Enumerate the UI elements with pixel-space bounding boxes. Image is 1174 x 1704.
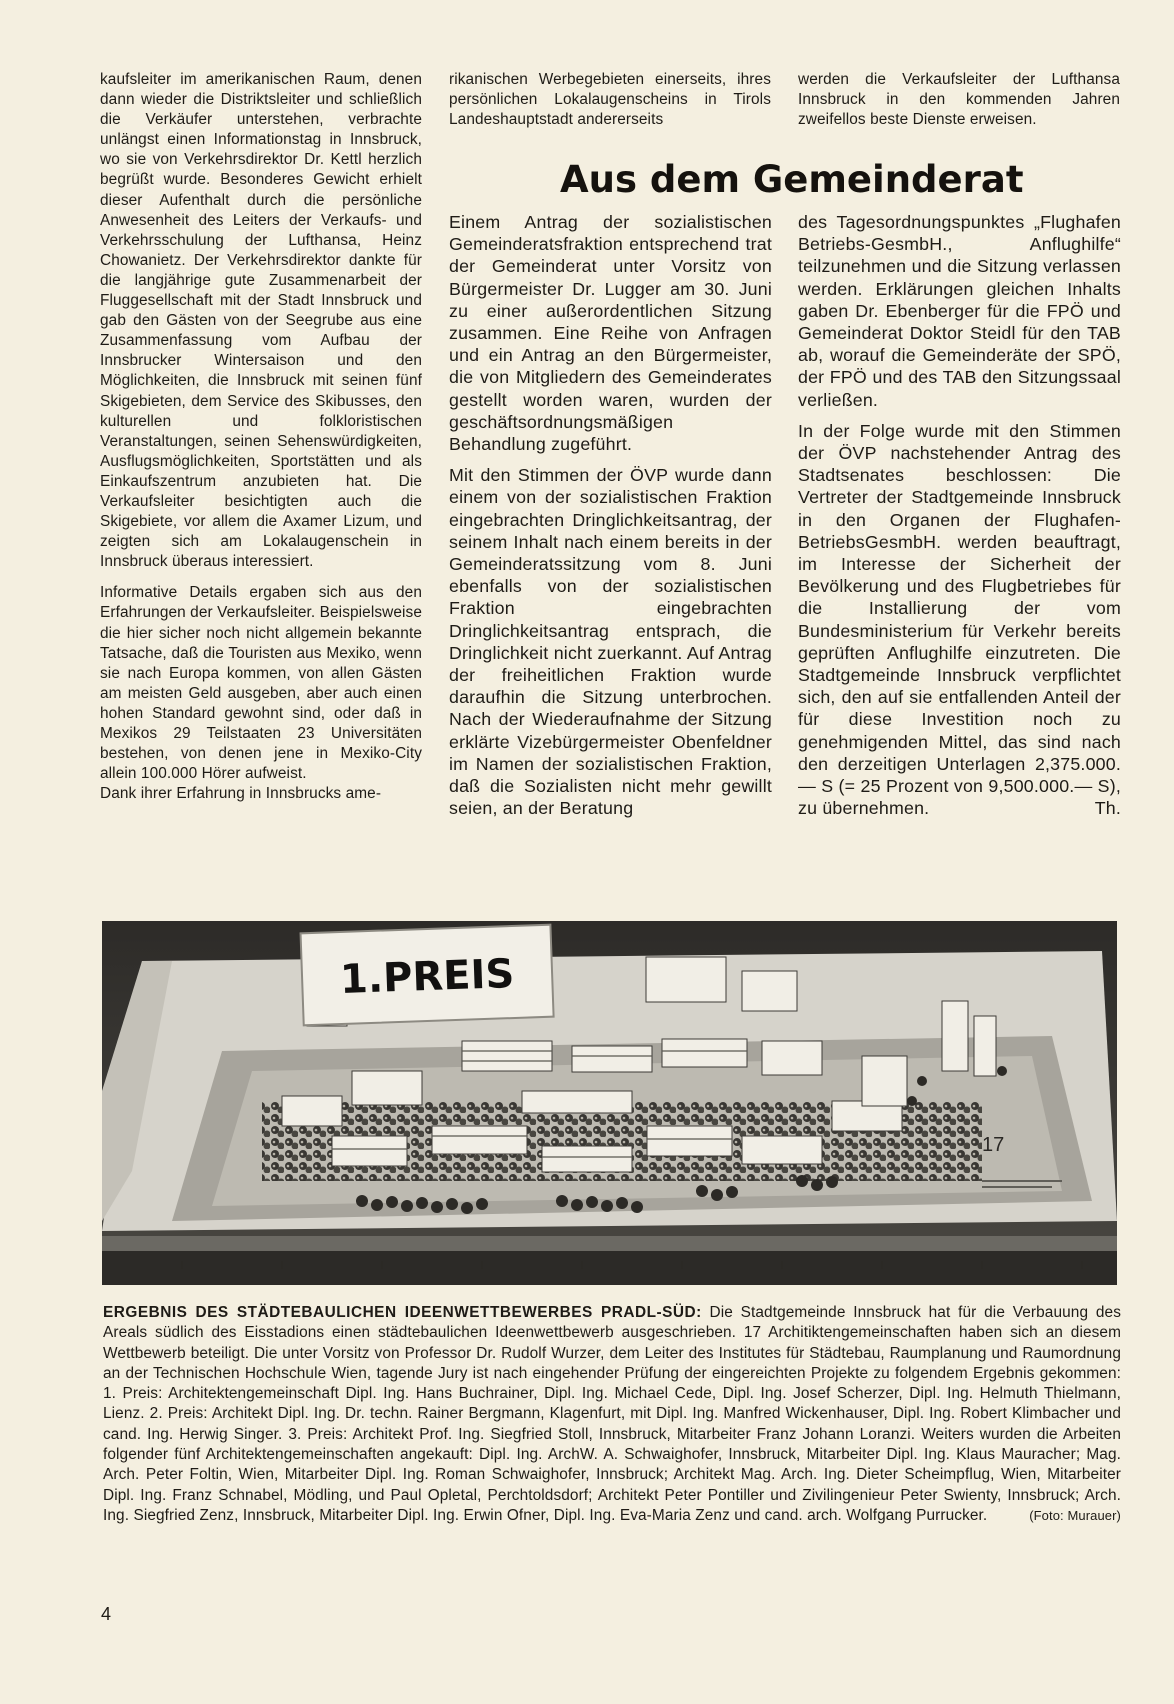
- article-paragraph-1: Einem Antrag der sozialistischen Gemeinderatsfraktion entsprechend trat der Gemeinderat unter Vorsitz von Bürgermeister Dr. Lugger am 30. Juni zu einer außerordentlichen Sitzung zusammen. Eine Reihe von Anfragen und ein Antrag an den Bürgermeister, die von Mitgliedern des Gemeinderates gestellt worden waren, wurden der geschäftsordnungsmäßigen Behandlung zugeführt.: [449, 212, 772, 455]
- middle-column-continuation: [449, 70, 771, 130]
- article-paragraph-3: des Tagesordnungspunktes „Flughafen Betriebs-GesmbH., Anflughilfe“ teilzunehmen und die Sitzung verlassen werden. Erklärungen gleichen Inhalts gaben Dr. Ebenberger für die FPÖ und Gemeinderat Doktor Steidl für den TAB ab, worauf die Gemeinderäte der SPÖ, der FPÖ und des TAB den Sitzungssaal verließen.: [798, 212, 1121, 410]
- first-prize-sign-text: 1.PREIS: [339, 950, 515, 1004]
- article-column-1: [449, 211, 772, 828]
- photo-caption: [103, 1303, 1121, 1526]
- article-paragraph-4-text: In der Folge wurde mit den Stimmen der ÖVP nachstehender Antrag des Stadtsenates beschlossen: Die Vertreter der Stadtgemeinde Innsbruck in den Organen der Flughafen-BetriebsGesmbH. werden beauftragt, im Interesse der Sicherheit der Bevölkerung und des Flugbetriebes für die Installierung der vom Bundesministerium für Verkehr bereits geprüften Anflughilfe einzutreten. Die Stadtgemeinde Innsbruck verpflichtet sich, den auf sie entfallenden Anteil der für diese Investition noch zu genehmigenden Mittel, das sind nach den derzeitigen Unterlagen 2,375.000.— S (= 25 Prozent von 9,500.000.— S), zu übernehmen.: [798, 420, 1121, 819]
- middle-continuation-text: rikanischen Werbegebieten einerseits, ihres persönlichen Lokalaugenscheins in Tirols Landeshauptstadt andererseits: [449, 71, 771, 129]
- model-number-label: 17: [982, 1134, 1005, 1156]
- left-column-text: [100, 70, 422, 804]
- caption-text: Die Stadtgemeinde Innsbruck hat für die Verbauung des Areals südlich des Eisstadions einen städtebaulichen Ideenwettbewerb ausgeschrieben. 17 Architiktengemeinschaften haben sich an diesem Wettbewerb beteiligt. Die unter Vorsitz von Professor Dr. Rudolf Wurzer, dem Leiter des Institutes für Städtebau, Raumplanung und Raumordnung an der Technischen Hochschule Wien, tagende Jury ist nach eingehender Prüfung der eingereichten Projekte zu folgendem Ergebnis gekommen: 1. Preis: Architektengemeinschaft Dipl. Ing. Hans Buchrainer, Dipl. Ing. Michael Cede, Dipl. Ing. Josef Scherzer, Dipl. Ing. Helmuth Thielmann, Lienz. 2. Preis: Architekt Dipl. Ing. Dr. techn. Rainer Bergmann, Klagenfurt, mit Dipl. Ing. Manfred Wickenhauser, Dipl. Ing. Robert Klimbacher und cand. Ing. Herwig Singer. 3. Preis: Architekt Prof. Ing. Siegfried Stoll, Innsbruck, Mitarbeiter Franz Johann Loranzi. Weiters wurden die Arbeiten folgender fünf Architektengemeinschaften angekauft: Dipl. Ing. ArchW. A. Schwaighofer, Innsbruck, Mitarbeiter Dipl. Ing. Klaus Mauracher; Mag. Arch. Peter Foltin, Wien, Mitarbeiter Dipl. Ing. Roman Schwaighofer, Innsbruck; Architekt Mag. Arch. Ing. Dieter Scheimpflug, Wien, Mitarbeiter Dipl. Ing. Franz Schnabel, Mödling, und Paul Opletal, Perchtoldsdorf; Architekt Peter Pontiller und Zivilingenieur Peter Swienty, Innsbruck; Arch. Ing. Siegfried Zenz, Innsbruck, Mitarbeiter Dipl. Ing. Erwin Ofner, Dipl. Ing. Eva-Maria Zenz und cand. arch. Wolfgang Purrucker.: [103, 1304, 1121, 1524]
- right-column-continuation: [798, 70, 1120, 130]
- author-signature: Th.: [1094, 798, 1121, 819]
- first-prize-sign: [301, 925, 554, 1026]
- right-continuation-text: werden die Verkaufsleiter der Lufthansa Innsbruck in den kommenden Jahren zweifellos beste Dienste erweisen.: [798, 71, 1120, 129]
- page-number: 4: [101, 1604, 112, 1624]
- caption-heading: ERGEBNIS DES STÄDTEBAULICHEN IDEENWETTBEWERBES PRADL-SÜD:: [103, 1304, 702, 1321]
- article-paragraph-4: [798, 420, 1121, 820]
- left-paragraph-1: kaufsleiter im amerikanischen Raum, denen dann wieder die Distriktsleiter und schließlich die Verkäufer unterstehen, verbrachte unlängst einen Informationstag in Innsbruck, wo sie von Verkehrsdirektor Dr. Kettl herzlich begrüßt wurde. Besonderes Gewicht erhielt dieser Aufenthalt durch die persönliche Anwesenheit des Leiters der Verkaufs- und Verkehrsschulung der Lufthansa, Heinz Chowanietz. Der Verkehrsdirektor dankte für die langjährige gute Zusammenarbeit der Fluggesellschaft mit der Stadt Innsbruck und gab den Gästen von der Seegrube aus eine Zusammenfassung vom Aufbau der Innsbrucker Wintersaison und den Möglichkeiten, die Innsbruck mit seinen fünf Skigebieten, dem Service des Skibusses, den kulturellen und folkloristischen Veranstaltungen, seinen Sehenswürdigkeiten, Ausflugsmöglichkeiten, Sportstätten und als Einkaufszentrum anzubieten hat. Die Verkaufsleiter besichtigten auch die Skigebiete, vor allem die Axamer Lizum, und zeigten sich am Lokalaugenschein in Innsbruck überaus interessiert.: [100, 71, 422, 571]
- architecture-model-photo: [102, 921, 1117, 1285]
- model-photo-illustration: [102, 921, 1117, 1285]
- left-paragraph-3: Dank ihrer Erfahrung in Innsbrucks ame-: [100, 785, 382, 803]
- article-paragraph-2: Mit den Stimmen der ÖVP wurde dann einem von der sozialistischen Fraktion eingebrachten Dringlichkeitsantrag, der seinem Inhalt nach einem bereits in der Gemeinderatssitzung vom 8. Juni ebenfalls von der sozialistischen Fraktion eingebrachten Dringlichkeitsantrag entsprach, die Dringlichkeit nicht zuerkannt. Auf Antrag der freiheitlichen Fraktion wurde daraufhin die Sitzung unterbrochen. Nach der Wiederaufnahme der Sitzung erklärte Vizebürgermeister Obenfeldner im Namen der sozialistischen Fraktion, daß die Sozialisten nicht mehr gewillt seien, an der Beratung: [449, 465, 772, 819]
- left-paragraph-2: Informative Details ergaben sich aus den Erfahrungen der Verkaufsleiter. Beispielsweise die hier sicher noch nicht allgemein bekannte Tatsache, daß die Touristen aus Mexiko, wenn sie nach Europa kommen, von allen Gästen am meisten Geld ausgeben, aber auch einen hohen Standard gewohnt sind, oder daß in Mexikos 29 Teilstaaten 23 Universitäten bestehen, von denen jene in Mexiko-City allein 100.000 Hörer aufweist.: [100, 584, 422, 783]
- article-column-2: [798, 211, 1121, 828]
- photo-credit: (Foto: Murauer): [1029, 1507, 1121, 1523]
- article-title: Aus dem Gemeinderat: [560, 158, 1024, 201]
